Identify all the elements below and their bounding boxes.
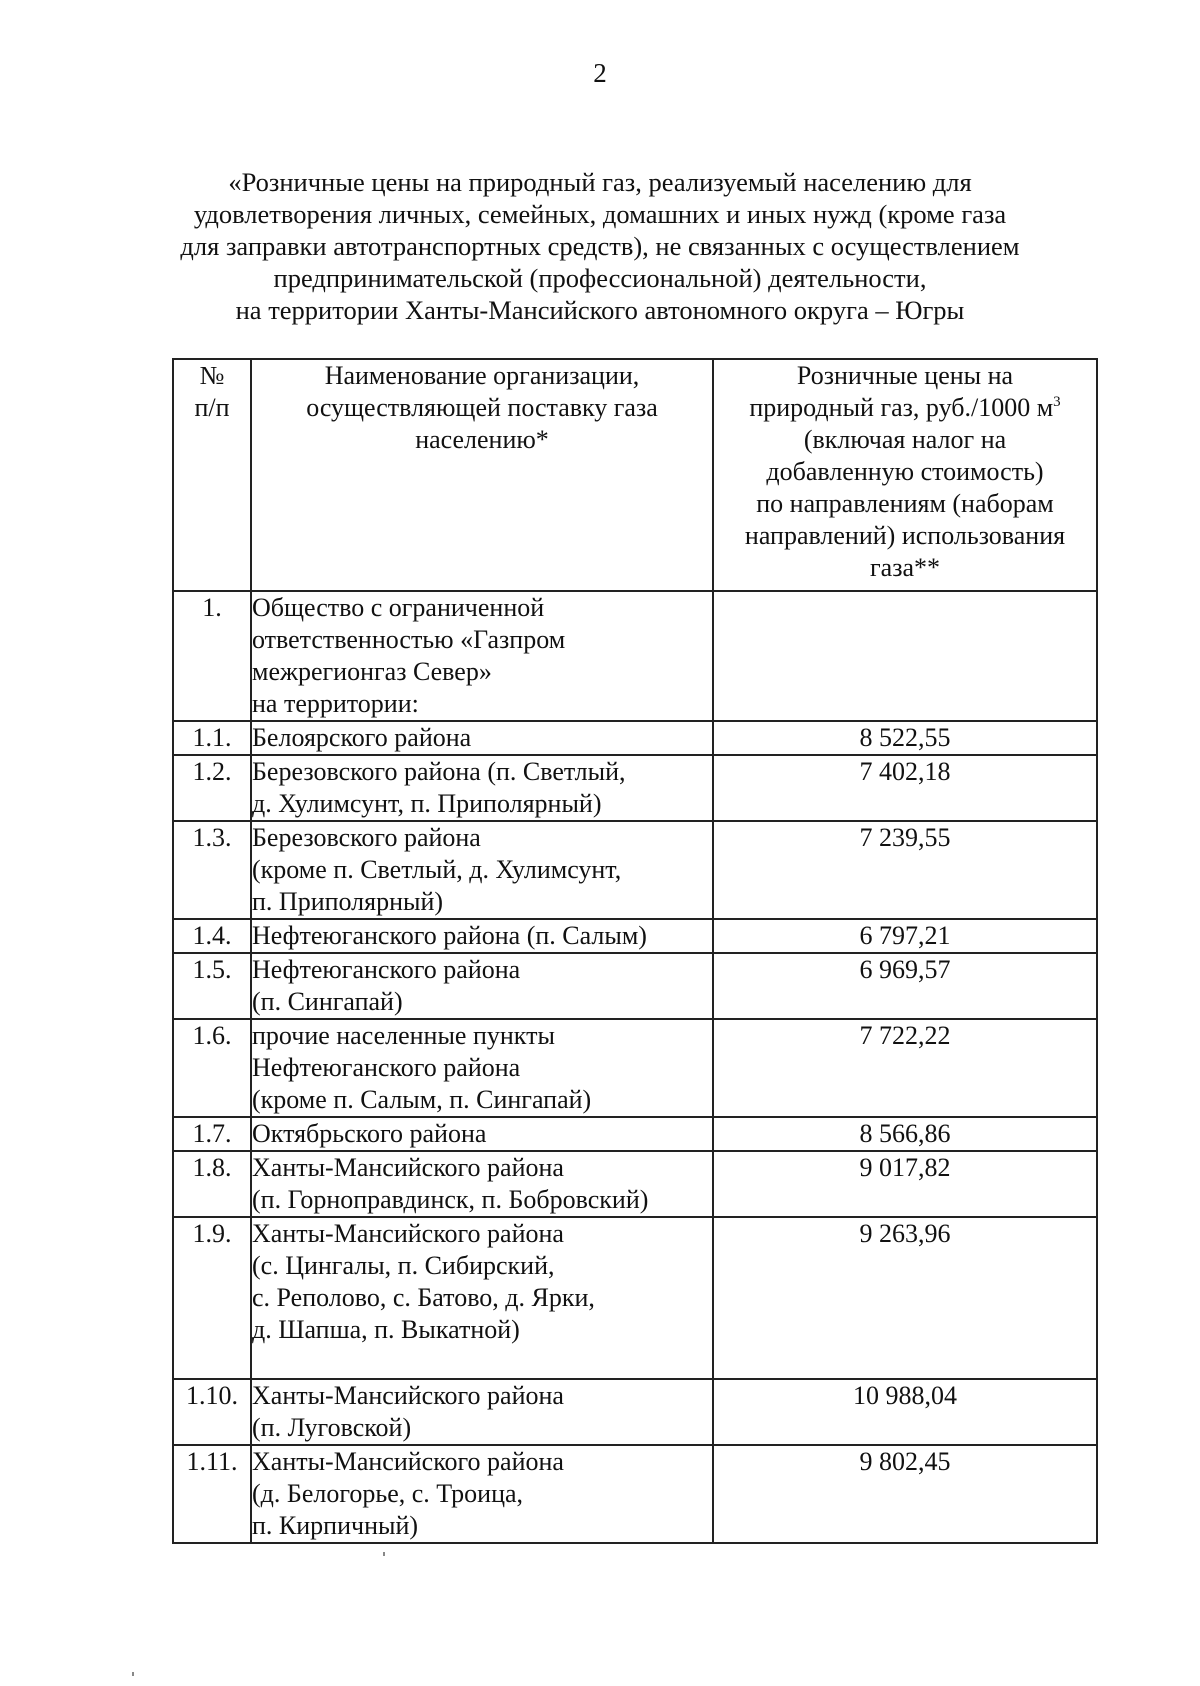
- row-organization: [251, 721, 713, 755]
- row-number: 1.9.: [173, 1217, 251, 1379]
- header-price-line: (включая налог на: [803, 425, 1007, 454]
- row-number: 1.11.: [173, 1445, 251, 1543]
- header-price-line: Розничные цены на: [796, 361, 1014, 390]
- table-row: [173, 1379, 1097, 1445]
- row-organization-line: Белоярского района: [252, 723, 472, 752]
- header-number: [173, 359, 251, 591]
- row-number: 1.10.: [173, 1379, 251, 1445]
- header-price-line: [714, 392, 1096, 424]
- row-number: 1.8.: [173, 1151, 251, 1217]
- row-price: 8 566,86: [713, 1117, 1097, 1151]
- row-organization-line: (с. Цингалы, п. Сибирский,: [252, 1251, 555, 1280]
- row-blank-space: [252, 1346, 712, 1378]
- row-organization-line: межрегионгаз Север»: [252, 657, 492, 686]
- row-price: 8 522,55: [713, 721, 1097, 755]
- row-number: 1.: [173, 591, 251, 721]
- row-organization-line: ответственностью «Газпром: [252, 625, 566, 654]
- row-organization: [251, 1379, 713, 1445]
- row-organization-line: с. Реполово, с. Батово, д. Ярки,: [252, 1283, 595, 1312]
- row-price: 9 263,96: [713, 1217, 1097, 1379]
- table-header-row: [173, 359, 1097, 591]
- header-organization-line: осуществляющей поставку газа: [306, 393, 658, 422]
- row-organization: [251, 1151, 713, 1217]
- table-row: [173, 755, 1097, 821]
- scan-speck: [132, 1672, 134, 1676]
- header-price-line: по направлениям (наборам: [756, 489, 1054, 518]
- row-organization-line: Ханты-Мансийского района: [252, 1381, 564, 1410]
- row-organization: [251, 591, 713, 721]
- row-organization: [251, 1019, 713, 1117]
- row-organization-line: (кроме п. Светлый, д. Хулимсунт,: [252, 855, 622, 884]
- row-organization-line: Ханты-Мансийского района: [252, 1447, 564, 1476]
- table-row: [173, 1117, 1097, 1151]
- header-organization-line: населению*: [415, 425, 549, 454]
- table-row: [173, 919, 1097, 953]
- table-row: [173, 1217, 1097, 1379]
- row-organization-line: (д. Белогорье, с. Троица,: [252, 1479, 524, 1508]
- row-organization-line: Ханты-Мансийского района: [252, 1219, 564, 1248]
- price-table: [172, 358, 1098, 1544]
- header-organization-line: Наименование организации,: [324, 361, 640, 390]
- row-organization-line: (п. Луговской): [252, 1413, 412, 1442]
- table-row: [173, 721, 1097, 755]
- row-organization-line: п. Приполярный): [252, 887, 444, 916]
- row-organization-line: д. Шапша, п. Выкатной): [252, 1315, 520, 1344]
- table-row: [173, 953, 1097, 1019]
- row-organization-line: Октябрьского района: [252, 1119, 487, 1148]
- row-organization-line: (п. Горноправдинск, п. Бобровский): [252, 1185, 649, 1214]
- table-row: [173, 1445, 1097, 1543]
- row-price: 9 017,82: [713, 1151, 1097, 1217]
- row-price: 9 802,45: [713, 1445, 1097, 1543]
- row-organization-line: Нефтеюганского района (п. Салым): [252, 921, 647, 950]
- header-price: [713, 359, 1097, 591]
- scan-speck: [383, 1552, 385, 1556]
- header-price-superscript: 3: [1053, 394, 1061, 410]
- row-organization-line: Общество с ограниченной: [252, 593, 545, 622]
- header-price-line: направлений) использования: [744, 521, 1066, 550]
- row-price: 6 797,21: [713, 919, 1097, 953]
- row-number: 1.2.: [173, 755, 251, 821]
- title-line: предпринимательской (профессиональной) деятельности,: [273, 263, 927, 293]
- price-table-body: [173, 591, 1097, 1543]
- row-organization-line: (п. Сингапай): [252, 987, 403, 1016]
- row-organization-line: Березовского района: [252, 823, 481, 852]
- row-organization: [251, 1217, 713, 1379]
- row-organization: [251, 821, 713, 919]
- title-line: для заправки автотранспортных средств), не связанных с осуществлением: [180, 231, 1020, 261]
- row-number: 1.1.: [173, 721, 251, 755]
- header-organization: [251, 359, 713, 591]
- row-price: 6 969,57: [713, 953, 1097, 1019]
- page-number: 2: [593, 58, 607, 88]
- row-price: 7 402,18: [713, 755, 1097, 821]
- row-organization-line: на территории:: [252, 689, 419, 718]
- document-title: [150, 166, 1050, 326]
- header-price-line: добавленную стоимость): [766, 457, 1044, 486]
- row-organization: [251, 1117, 713, 1151]
- row-organization-line: Нефтеюганского района: [252, 955, 521, 984]
- table-row: [173, 1151, 1097, 1217]
- row-price: 7 722,22: [713, 1019, 1097, 1117]
- row-price: [713, 591, 1097, 721]
- title-line: на территории Ханты-Мансийского автономного округа – Югры: [235, 295, 965, 325]
- row-organization-line: д. Хулимсунт, п. Приполярный): [252, 789, 602, 818]
- title-line: «Розничные цены на природный газ, реализуемый населению для: [228, 167, 972, 197]
- table-row: [173, 591, 1097, 721]
- row-organization: [251, 953, 713, 1019]
- title-line: удовлетворения личных, семейных, домашних и иных нужд (кроме газа: [193, 199, 1007, 229]
- row-organization-line: п. Кирпичный): [252, 1511, 419, 1540]
- header-price-line: газа**: [869, 553, 940, 582]
- row-number: 1.4.: [173, 919, 251, 953]
- row-number: 1.7.: [173, 1117, 251, 1151]
- row-organization-line: Березовского района (п. Светлый,: [252, 757, 626, 786]
- row-number: 1.3.: [173, 821, 251, 919]
- row-organization: [251, 919, 713, 953]
- row-organization-line: прочие населенные пункты: [252, 1021, 555, 1050]
- row-organization: [251, 755, 713, 821]
- header-number-symbol: №: [199, 361, 225, 390]
- row-number: 1.6.: [173, 1019, 251, 1117]
- row-organization-line: Нефтеюганского района: [252, 1053, 521, 1082]
- row-organization-line: (кроме п. Салым, п. Сингапай): [252, 1085, 592, 1114]
- header-price-unit: природный газ, руб./1000 м: [749, 393, 1054, 422]
- row-organization-line: Ханты-Мансийского района: [252, 1153, 564, 1182]
- header-number-abbr: п/п: [194, 393, 230, 422]
- row-organization: [251, 1445, 713, 1543]
- row-price: 10 988,04: [713, 1379, 1097, 1445]
- table-row: [173, 821, 1097, 919]
- table-row: [173, 1019, 1097, 1117]
- row-number: 1.5.: [173, 953, 251, 1019]
- row-price: 7 239,55: [713, 821, 1097, 919]
